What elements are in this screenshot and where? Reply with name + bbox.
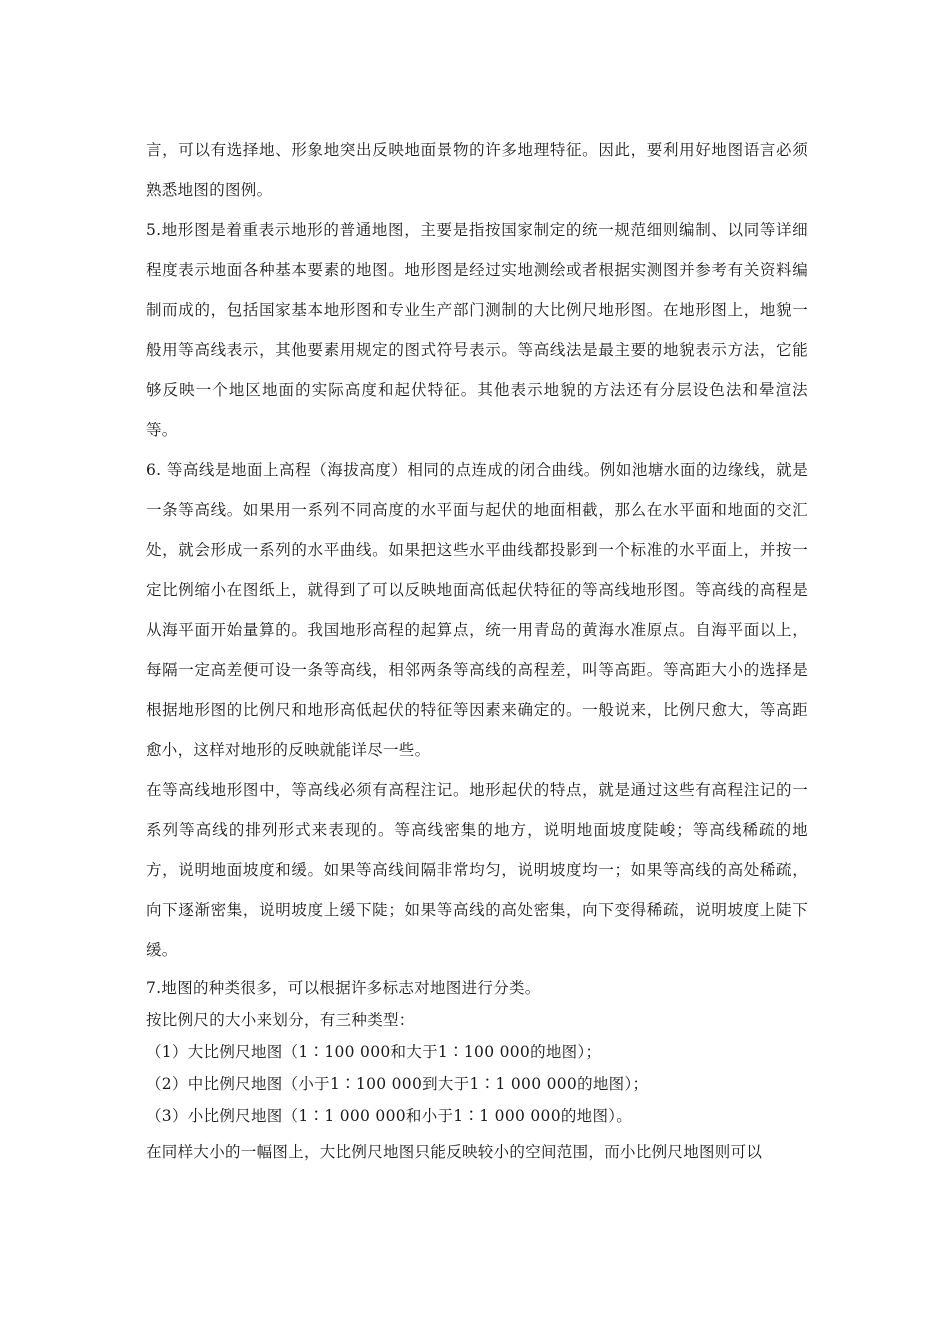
paragraph-intro-continued: 言，可以有选择地、形象地突出反映地面景物的许多地理特征。因此，要利用好地图语言必须熟悉地图的图例。 [146, 141, 808, 199]
list-item-medium-scale: （2）中比例尺地图（小于1∶100 000到大于1∶1 000 000的地图）； [146, 1075, 649, 1093]
paragraph-6-contour-lines: 6. 等高线是地面上高程（海拔高度）相同的点连成的闭合曲线。例如池塘水面的边缘线，就是一条等高线。如果用一系列不同高度的水平面与起伏的地面相截，那么在水平面和地面的交汇处，就会形成一系列的水平曲线。如果把这些水平曲线都投影到一个标准的水平面上，并按一定比例缩小在图纸上，就得到了可以反映地面高低起伏特征的等高线地形图。等高线的高程是从海平面开始量算的。我国地形高程的起算点，统一用青岛的黄海水准原点。自海平面以上，每隔一定高差便可设一条等高线，相邻两条等高线的高程差，叫等高距。等高距大小的选择是根据地形图的比例尺和地形高低起伏的特征等因素来确定的。一般说来，比例尺愈大，等高距愈小，这样对地形的反映就能详尽一些。 [146, 461, 808, 759]
paragraph-6-contour-annotation: 在等高线地形图中，等高线必须有高程注记。地形起伏的特点，就是通过这些有高程注记的一系列等高线的排列形式来表现的。等高线密集的地方，说明地面坡度陡峻；等高线稀疏的地方，说明地面坡度和缓。如果等高线间隔非常均匀，说明坡度均一；如果等高线的高处稀疏，向下逐渐密集，说明坡度上缓下陡；如果等高线的高处密集，向下变得稀疏，说明坡度上陡下缓。 [146, 781, 808, 959]
paragraph-5-topographic-map: 5.地形图是着重表示地形的普通地图，主要是指按国家制定的统一规范细则编制、以同等详细程度表示地面各种基本要素的地图。地形图是经过实地测绘或者根据实测图并参考有关资料编制而成的，包括国家基本地形图和专业生产部门测制的大比例尺地形图。在地形图上，地貌一般用等高线表示，其他要素用规定的图式符号表示。等高线法是最主要的地貌表示方法，它能够反映一个地区地面的实际高度和起伏特征。其他表示地貌的方法还有分层设色法和晕渲法等。 [146, 221, 808, 439]
list-item-large-scale: （1）大比例尺地图（1∶100 000和大于1∶100 000的地图）； [146, 1043, 602, 1061]
paragraph-7-comparison: 在同样大小的一幅图上，大比例尺地图只能反映较小的空间范围，而小比例尺地图则可以 [146, 1143, 763, 1161]
paragraph-7-scale-division: 按比例尺的大小来划分，有三种类型： [146, 1011, 415, 1029]
list-item-small-scale: （3）小比例尺地图（1∶1 000 000和小于1∶1 000 000的地图）。 [146, 1107, 633, 1125]
document-page [146, 130, 808, 1172]
paragraph-7-map-types: 7.地图的种类很多，可以根据许多标志对地图进行分类。 [146, 979, 541, 997]
